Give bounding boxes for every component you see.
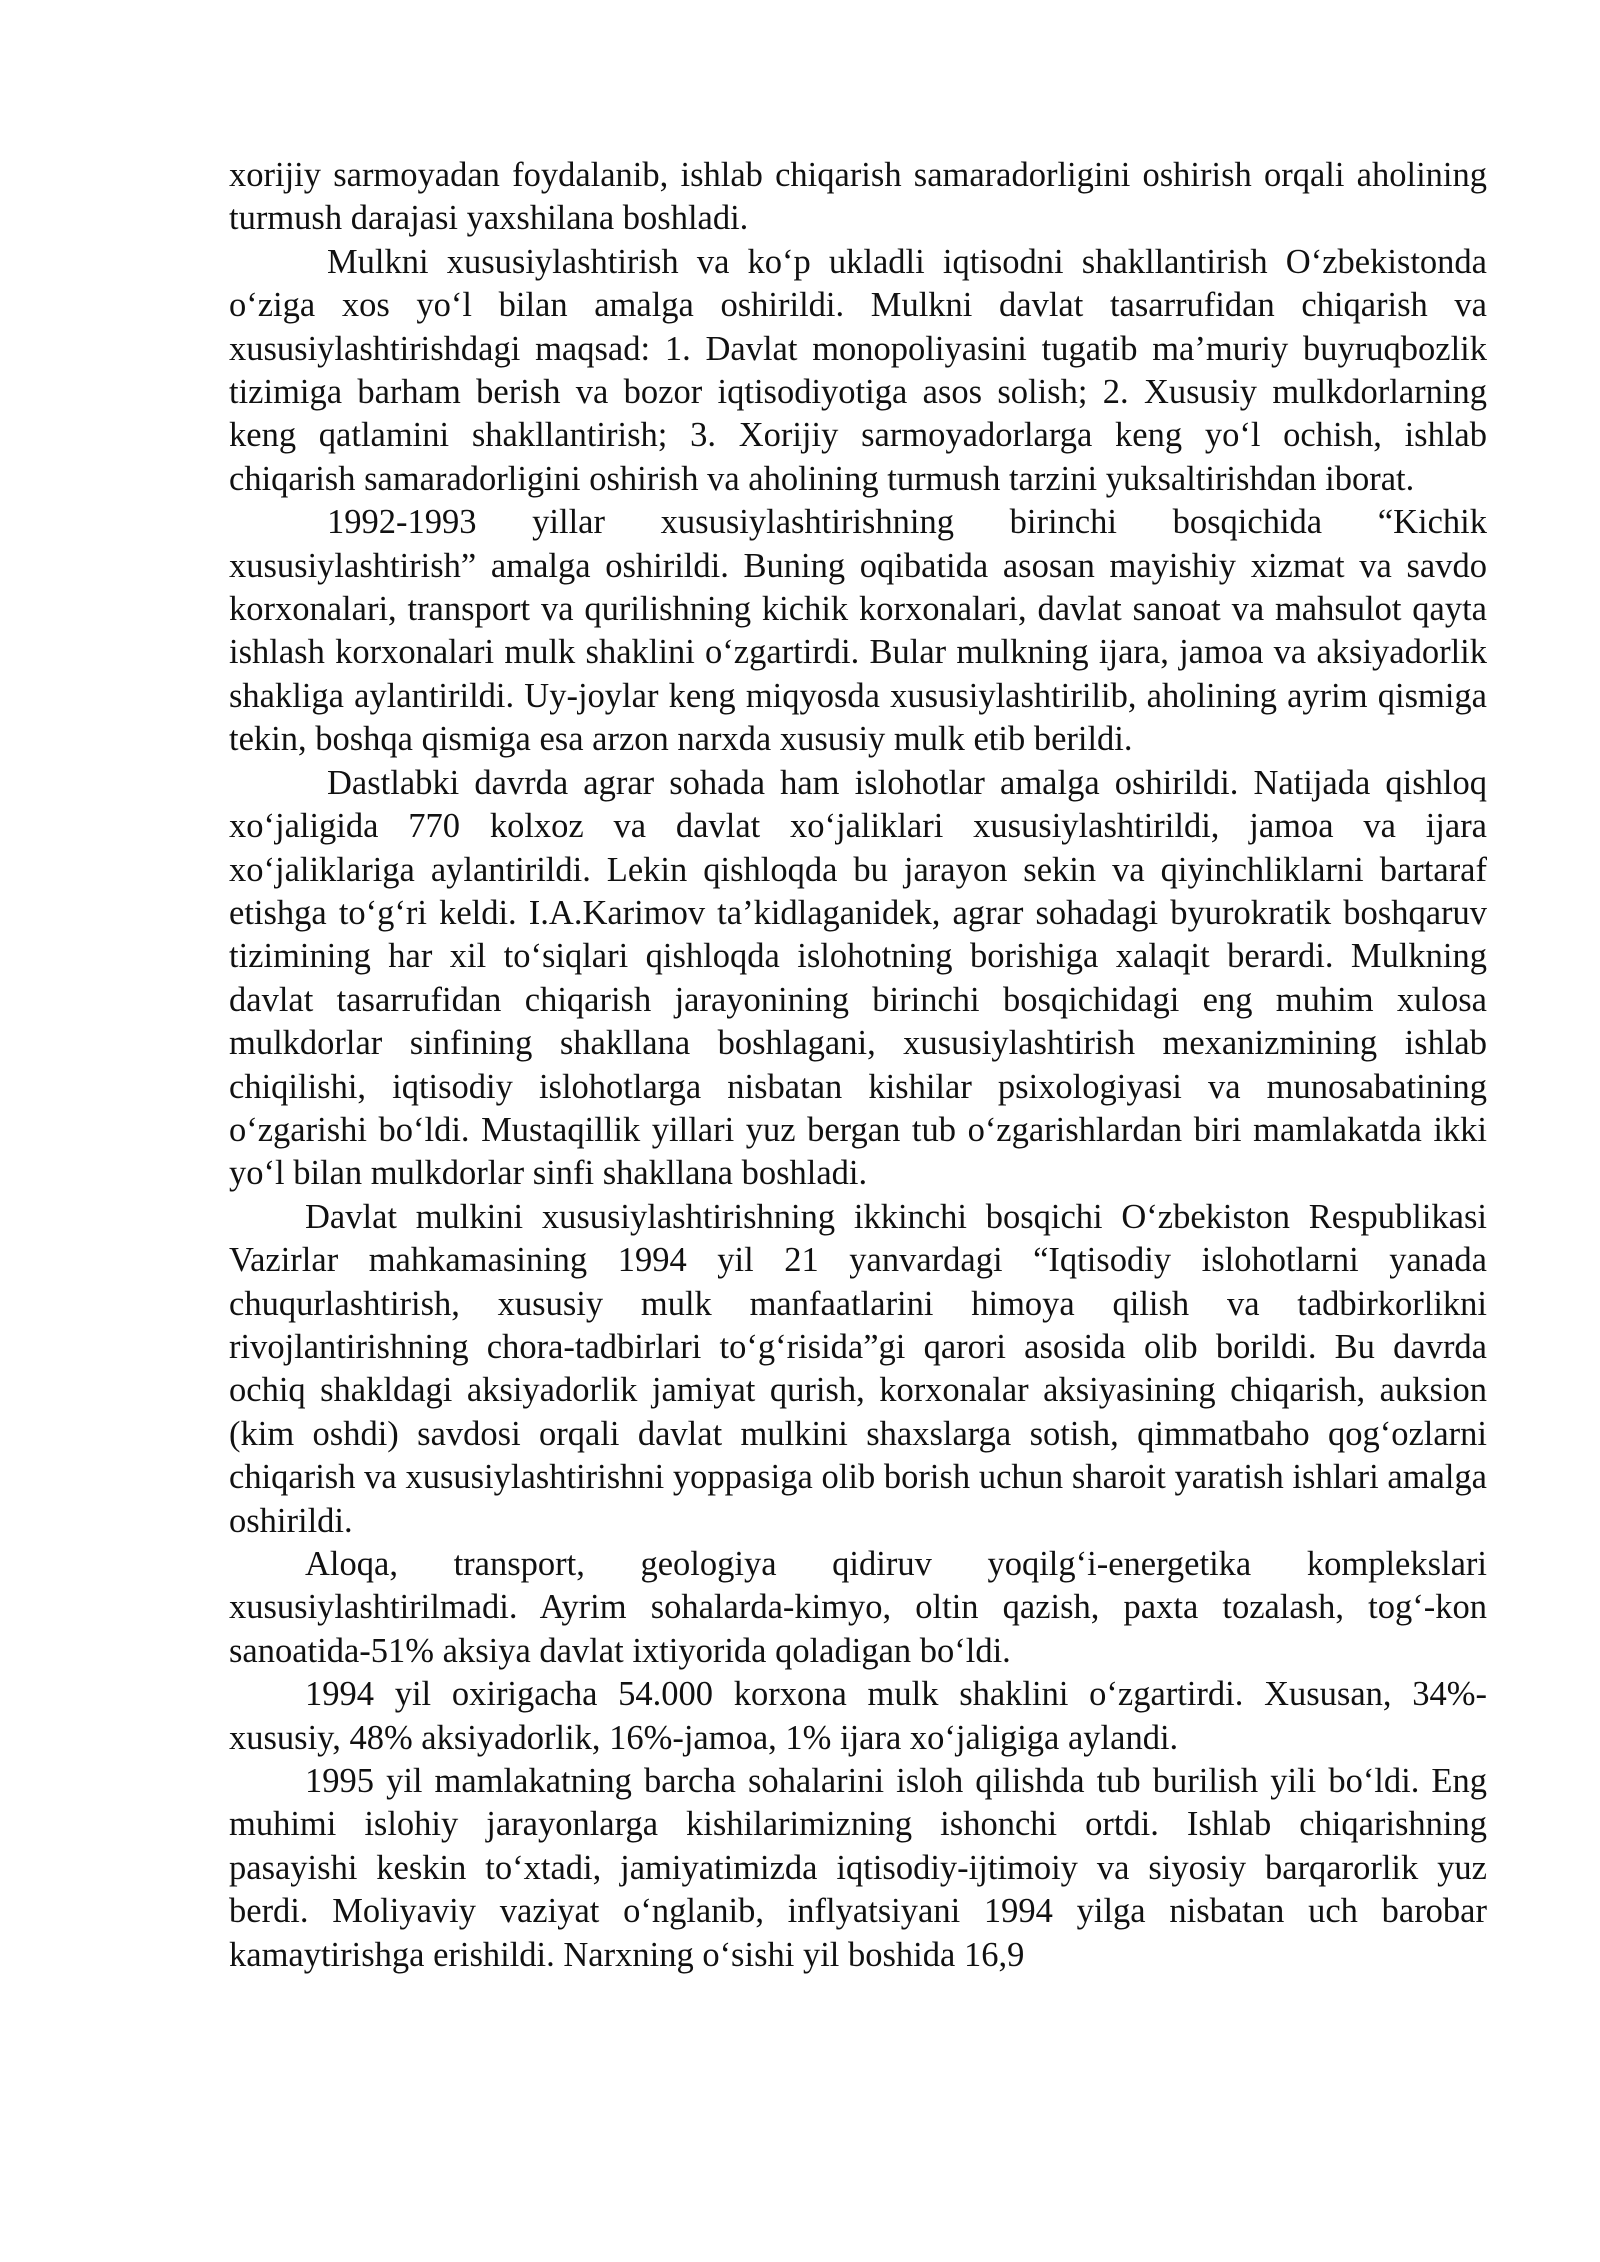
document-page [229, 154, 1487, 1977]
paragraph-agrarian-reforms: Dastlabki davrda agrar sohada ham islohotlar amalga oshirildi. Natijada qishloq xo‘jaligida 770 kolxoz va davlat xo‘jaliklari xususiylashtirildi, jamoa va ijara xo‘jaliklariga aylantirildi. Lekin qishloqda bu jarayon sekin va qiyinchliklarni bartaraf etishga to‘g‘ri keldi. I.A.Karimov ta’kidlaganidek, agrar sohadagi byurokratik boshqaruv tizimining har xil to‘siqlari qishloqda islohotning borishiga xalaqit berardi. Mulkning davlat tasarrufidan chiqarish jarayonining birinchi bosqichidagi eng muhim xulosa mulkdorlar sinfining shakllana boshlagani, xususiylashtirish mexanizmining ishlab chiqilishi, iqtisodiy islohotlarga nisbatan kishilar psixologiyasi va munosabatining o‘zgarishi bo‘ldi. Mustaqillik yillari yuz bergan tub o‘zgarishlardan biri mamlakatda ikki yo‘l bilan mulkdorlar sinfi shakllana boshladi. [229, 763, 1487, 1193]
paragraph-privatization-goals: Mulkni xususiylashtirish va ko‘p ukladli iqtisodni shakllantirish O‘zbekistonda o‘ziga xos yo‘l bilan amalga oshirildi. Mulkni davlat tasarrufidan chiqarish va xususiylashtirishdagi maqsad: 1. Davlat monopoliyasini tugatib ma’muriy buyruqbozlik tizimiga barham berish va bozor iqtisodiyotiga asos solish; 2. Xususiy mulkdorlarning keng qatlamini shakllantirish; 3. Xorijiy sarmoyadorlarga keng yo‘l ochish, ishlab chiqarish samaradorligini oshirish va aholining turmush tarzini yuksaltirishdan iborat. [229, 242, 1487, 498]
paragraph-second-stage: Davlat mulkini xususiylashtirishning ikkinchi bosqichi O‘zbekiston Respublikasi Vazirlar mahkamasining 1994 yil 21 yanvardagi “Iqtisodiy islohotlarni yanada chuqurlashtirish, xususiy mulk manfaatlarini himoya qilish va tadbirkorlikni rivojlantirishning chora-tadbirlari to‘g‘risida”gi qarori asosida olib borildi. Bu davrda ochiq shakldagi aksiyadorlik jamiyat qurish, korxonalar aksiyasining chiqarish, auksion (kim oshdi) savdosi orqali davlat mulkini shaxslarga sotish, qimmatbaho qog‘ozlarni chiqarish va xususiylashtirishni yoppasiga olib borish uchun sharoit yaratish ishlari amalga oshirildi. [229, 1197, 1487, 1540]
paragraph-1995-turning-point: 1995 yil mamlakatning barcha sohalarini isloh qilishda tub burilish yili bo‘ldi. Eng muhimi islohiy jarayonlarga kishilarimizning ishonchi ortdi. Ishlab chiqarishning pasayishi keskin to‘xtadi, jamiyatimizda iqtisodiy-ijtimoiy va siyosiy barqarorlik yuz berdi. Moliyaviy vaziyat o‘nglanib, inflyatsiyani 1994 yilga nisbatan uch barobar kamaytirishga erishildi. Narxning o‘sishi yil boshida 16,9 [229, 1762, 1487, 1974]
paragraph-first-stage: 1992-1993 yillar xususiylashtirishning birinchi bosqichida “Kichik xususiylashtirish” amalga oshirildi. Buning oqibatida asosan mayishiy xizmat va savdo korxonalari, transport va qurilishning kichik korxonalari, davlat sanoat va mahsulot qayta ishlash korxonalari mulk shaklini o‘zgartirdi. Bular mulkning ijara, jamoa va aksiyadorlik shakliga aylantirildi. Uy-joylar keng miqyosda xususiylashtirilib, aholining ayrim qismiga tekin, boshqa qismiga esa arzon narxda xususiy mulk etib berildi. [229, 503, 1487, 759]
paragraph-1994-results: 1994 yil oxirigacha 54.000 korxona mulk shaklini o‘zgartirdi. Xususan, 34%-xususiy, 48% aksiyadorlik, 16%-jamoa, 1% ijara xo‘jaligiga aylandi. [229, 1675, 1487, 1757]
paragraph-continuation: xorijiy sarmoyadan foydalanib, ishlab chiqarish samaradorligini oshirish orqali aholining turmush darajasi yaxshilana boshladi. [229, 156, 1487, 238]
paragraph-excluded-sectors: Aloqa, transport, geologiya qidiruv yoqilg‘i-energetika komplekslari xususiylashtirilmadi. Ayrim sohalarda-kimyo, oltin qazish, paxta tozalash, tog‘-kon sanoatida-51% aksiya davlat ixtiyorida qoladigan bo‘ldi. [229, 1545, 1487, 1670]
